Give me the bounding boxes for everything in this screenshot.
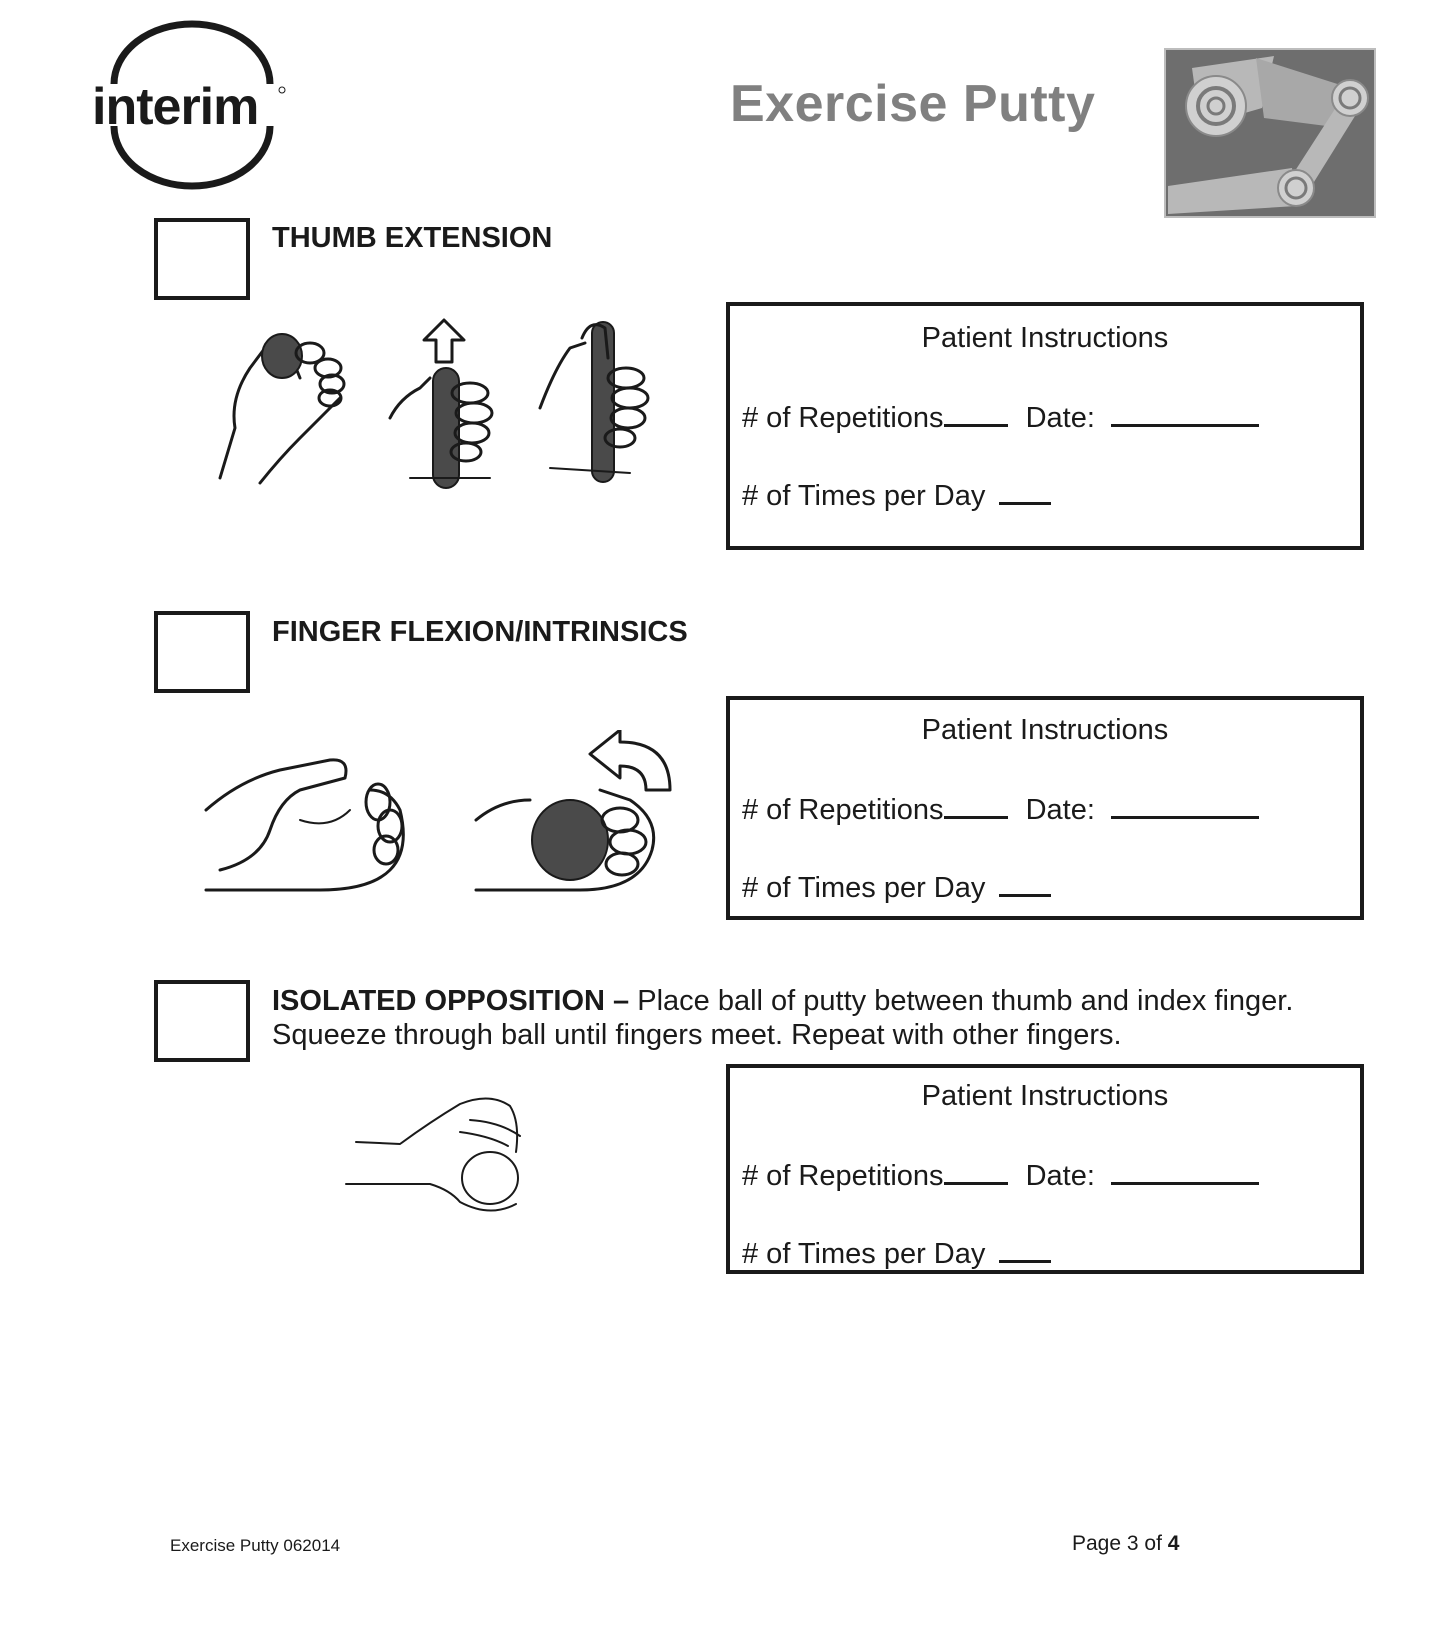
repetitions-blank[interactable] — [944, 400, 1008, 427]
thumb-extension-illustration — [190, 318, 690, 498]
interim-logo — [92, 42, 292, 167]
repetitions-line — [742, 792, 1259, 827]
hand-finger-flexion-icon — [200, 730, 700, 910]
page-label: Page 3 of — [1072, 1532, 1168, 1555]
times-per-day-blank[interactable] — [999, 1236, 1051, 1263]
isolated-opposition-instructions-box — [726, 1064, 1364, 1274]
hand-thumb-extension-icon — [190, 318, 690, 498]
thumb-extension-title: THUMB EXTENSION — [272, 222, 553, 254]
page-total: 4 — [1167, 1532, 1180, 1555]
times-per-day-line — [742, 870, 1051, 905]
instructions-title: Patient Instructions — [921, 714, 1169, 746]
times-per-day-blank[interactable] — [999, 870, 1051, 897]
date-label: Date: — [1025, 402, 1095, 434]
logo-mark — [92, 42, 292, 167]
logo-wordmark: interim — [92, 78, 259, 136]
gear-belt-icon — [1164, 48, 1376, 218]
hand-opposition-icon — [340, 1092, 550, 1222]
footer-doc-code: Exercise Putty 062014 — [170, 1536, 341, 1555]
repetitions-label: # of Repetitions — [742, 794, 944, 826]
times-per-day-label: # of Times per Day — [742, 872, 986, 904]
repetitions-line — [742, 1158, 1259, 1193]
times-per-day-label: # of Times per Day — [742, 1238, 986, 1270]
isolated-opposition-description: Place ball of putty between thumb and index finger. Squeeze through ball until fingers meet. Repeat with other fingers. — [272, 985, 1294, 1051]
instructions-title: Patient Instructions — [921, 322, 1169, 354]
times-per-day-blank[interactable] — [999, 478, 1051, 505]
repetitions-label: # of Repetitions — [742, 402, 944, 434]
finger-flexion-instructions-box — [726, 696, 1364, 920]
repetitions-blank[interactable] — [944, 792, 1008, 819]
document-title: Exercise Putty — [730, 75, 1096, 133]
instructions-title: Patient Instructions — [921, 1080, 1169, 1112]
times-per-day-line — [742, 1236, 1051, 1271]
isolated-opposition-checkbox[interactable] — [154, 980, 250, 1062]
times-per-day-label: # of Times per Day — [742, 480, 986, 512]
date-blank[interactable] — [1111, 400, 1259, 427]
footer-page-number — [1072, 1532, 1179, 1556]
isolated-opposition-illustration — [340, 1092, 550, 1222]
isolated-opposition-text — [272, 984, 1362, 1052]
repetitions-label: # of Repetitions — [742, 1160, 944, 1192]
thumb-extension-checkbox[interactable] — [154, 218, 250, 300]
date-label: Date: — [1025, 1160, 1095, 1192]
date-blank[interactable] — [1111, 792, 1259, 819]
brand-graphic — [1164, 48, 1376, 218]
date-label: Date: — [1025, 794, 1095, 826]
finger-flexion-illustration — [200, 730, 700, 910]
times-per-day-line — [742, 478, 1051, 513]
date-blank[interactable] — [1111, 1158, 1259, 1185]
repetitions-blank[interactable] — [944, 1158, 1008, 1185]
thumb-extension-instructions-box — [726, 302, 1364, 550]
finger-flexion-checkbox[interactable] — [154, 611, 250, 693]
finger-flexion-title: FINGER FLEXION/INTRINSICS — [272, 616, 688, 648]
repetitions-line — [742, 400, 1259, 435]
isolated-opposition-title: ISOLATED OPPOSITION – — [272, 985, 630, 1017]
